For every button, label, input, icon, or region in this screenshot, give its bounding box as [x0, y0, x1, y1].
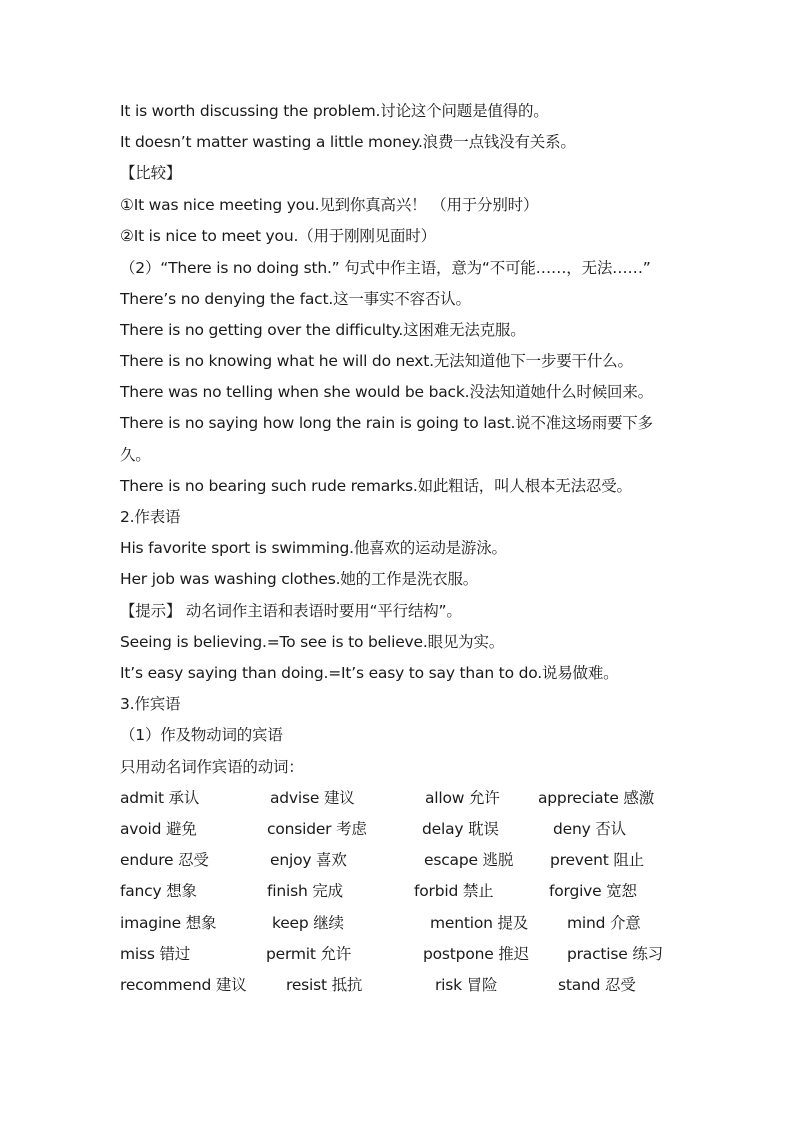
- text-line: Seeing is believing.=To see is to believe.眼见为实。: [120, 633, 505, 651]
- text-line: It’s easy saying than doing.=It’s easy to say than to do.说易做难。: [120, 664, 619, 682]
- verb-cell: prevent 阻止: [550, 851, 644, 869]
- verb-cell: appreciate 感激: [538, 789, 655, 807]
- verb-cell: consider 考虑: [267, 820, 367, 838]
- verb-cell: mind 介意: [567, 914, 641, 932]
- text-line: It doesn’t matter wasting a little money.浪费一点钱没有关系。: [120, 133, 576, 151]
- section-heading: 3.作宾语: [120, 695, 181, 713]
- text-line: There was no telling when she would be back.没法知道她什么时候回来。: [120, 383, 653, 401]
- verb-cell: escape 逃脱: [424, 851, 514, 869]
- text-line: Her job was washing clothes.她的工作是洗衣服。: [120, 570, 479, 588]
- text-line: 久。: [120, 446, 151, 464]
- verb-cell: postpone 推迟: [423, 945, 529, 963]
- text-line: There is no getting over the difficulty.这困难无法克服。: [120, 321, 526, 339]
- verb-cell: resist 抵抗: [286, 976, 363, 994]
- verb-cell: admit 承认: [120, 789, 200, 807]
- text-line: （1）作及物动词的宾语: [120, 726, 283, 744]
- verb-cell: recommend 建议: [120, 976, 247, 994]
- verb-cell: delay 耽误: [422, 820, 499, 838]
- verb-cell: finish 完成: [267, 882, 343, 900]
- verb-cell: forbid 禁止: [414, 882, 494, 900]
- text-line: There is no saying how long the rain is going to last.说不准这场雨要下多: [120, 414, 653, 432]
- verb-cell: enjoy 喜欢: [270, 851, 347, 869]
- verb-cell: miss 错过: [120, 945, 191, 963]
- verb-cell: fancy 想象: [120, 882, 197, 900]
- text-line: 【提示】 动名词作主语和表语时要用“平行结构”。: [120, 602, 462, 620]
- text-line: ②It is nice to meet you.（用于刚刚见面时）: [120, 227, 436, 245]
- text-line: There’s no denying the fact.这一事实不容否认。: [120, 290, 471, 308]
- verb-cell: advise 建议: [270, 789, 355, 807]
- verb-cell: practise 练习: [567, 945, 663, 963]
- verb-cell: imagine 想象: [120, 914, 217, 932]
- verb-cell: avoid 避免: [120, 820, 197, 838]
- verb-cell: forgive 宽恕: [549, 882, 637, 900]
- verb-cell: endure 忍受: [120, 851, 209, 869]
- verb-cell: mention 提及: [430, 914, 529, 932]
- text-line: ①It was nice meeting you.见到你真高兴！ （用于分别时）: [120, 196, 539, 214]
- verb-cell: permit 允许: [266, 945, 352, 963]
- verb-cell: deny 否认: [553, 820, 626, 838]
- text-line: There is no bearing such rude remarks.如此粗话，叫人根本无法忍受。: [120, 477, 632, 495]
- section-heading: 【比较】: [120, 164, 182, 182]
- text-line: His favorite sport is swimming.他喜欢的运动是游泳。: [120, 539, 507, 557]
- text-line: （2）“There is no doing sth.” 句式中作主语，意为“不可能……，无法……”: [120, 259, 651, 277]
- text-line: 只用动名词作宾语的动词：: [120, 758, 304, 776]
- text-line: There is no knowing what he will do next.无法知道他下一步要干什么。: [120, 352, 633, 370]
- verb-cell: keep 继续: [272, 914, 344, 932]
- verb-cell: risk 冒险: [435, 976, 498, 994]
- text-line: It is worth discussing the problem.讨论这个问题是值得的。: [120, 102, 549, 120]
- verb-cell: allow 允许: [425, 789, 500, 807]
- section-heading: 2.作表语: [120, 508, 181, 526]
- verb-cell: stand 忍受: [558, 976, 636, 994]
